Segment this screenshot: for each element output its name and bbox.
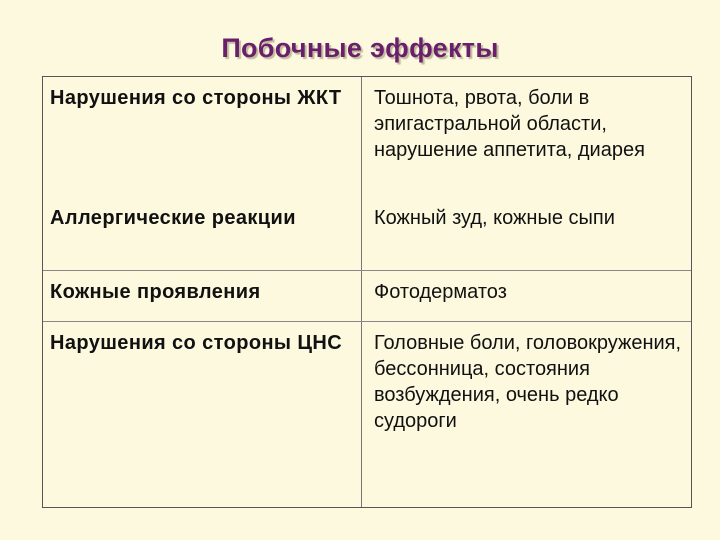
table-row [43,77,691,203]
side-effects-table [42,76,692,508]
effect-symptoms: Тошнота, рвота, боли в эпигастральной области, нарушение аппетита, диарея [374,87,645,161]
effect-category: Нарушения со стороны ЖКТ [50,87,342,109]
effect-category: Кожные проявления [50,281,261,303]
effect-symptoms: Головные боли, головокружения, бессонница, состояния возбуждения, очень редко судороги [374,332,682,432]
effect-category: Аллергические реакции [50,207,296,229]
effect-symptoms: Фотодерматоз [374,281,507,303]
table-row [43,271,691,322]
table-row [43,197,691,271]
effect-category: Нарушения со стороны ЦНС [50,332,343,354]
effect-symptoms: Кожный зуд, кожные сыпи [374,207,615,229]
table-row [43,322,691,507]
slide-title: Побочные эффекты [221,33,499,63]
